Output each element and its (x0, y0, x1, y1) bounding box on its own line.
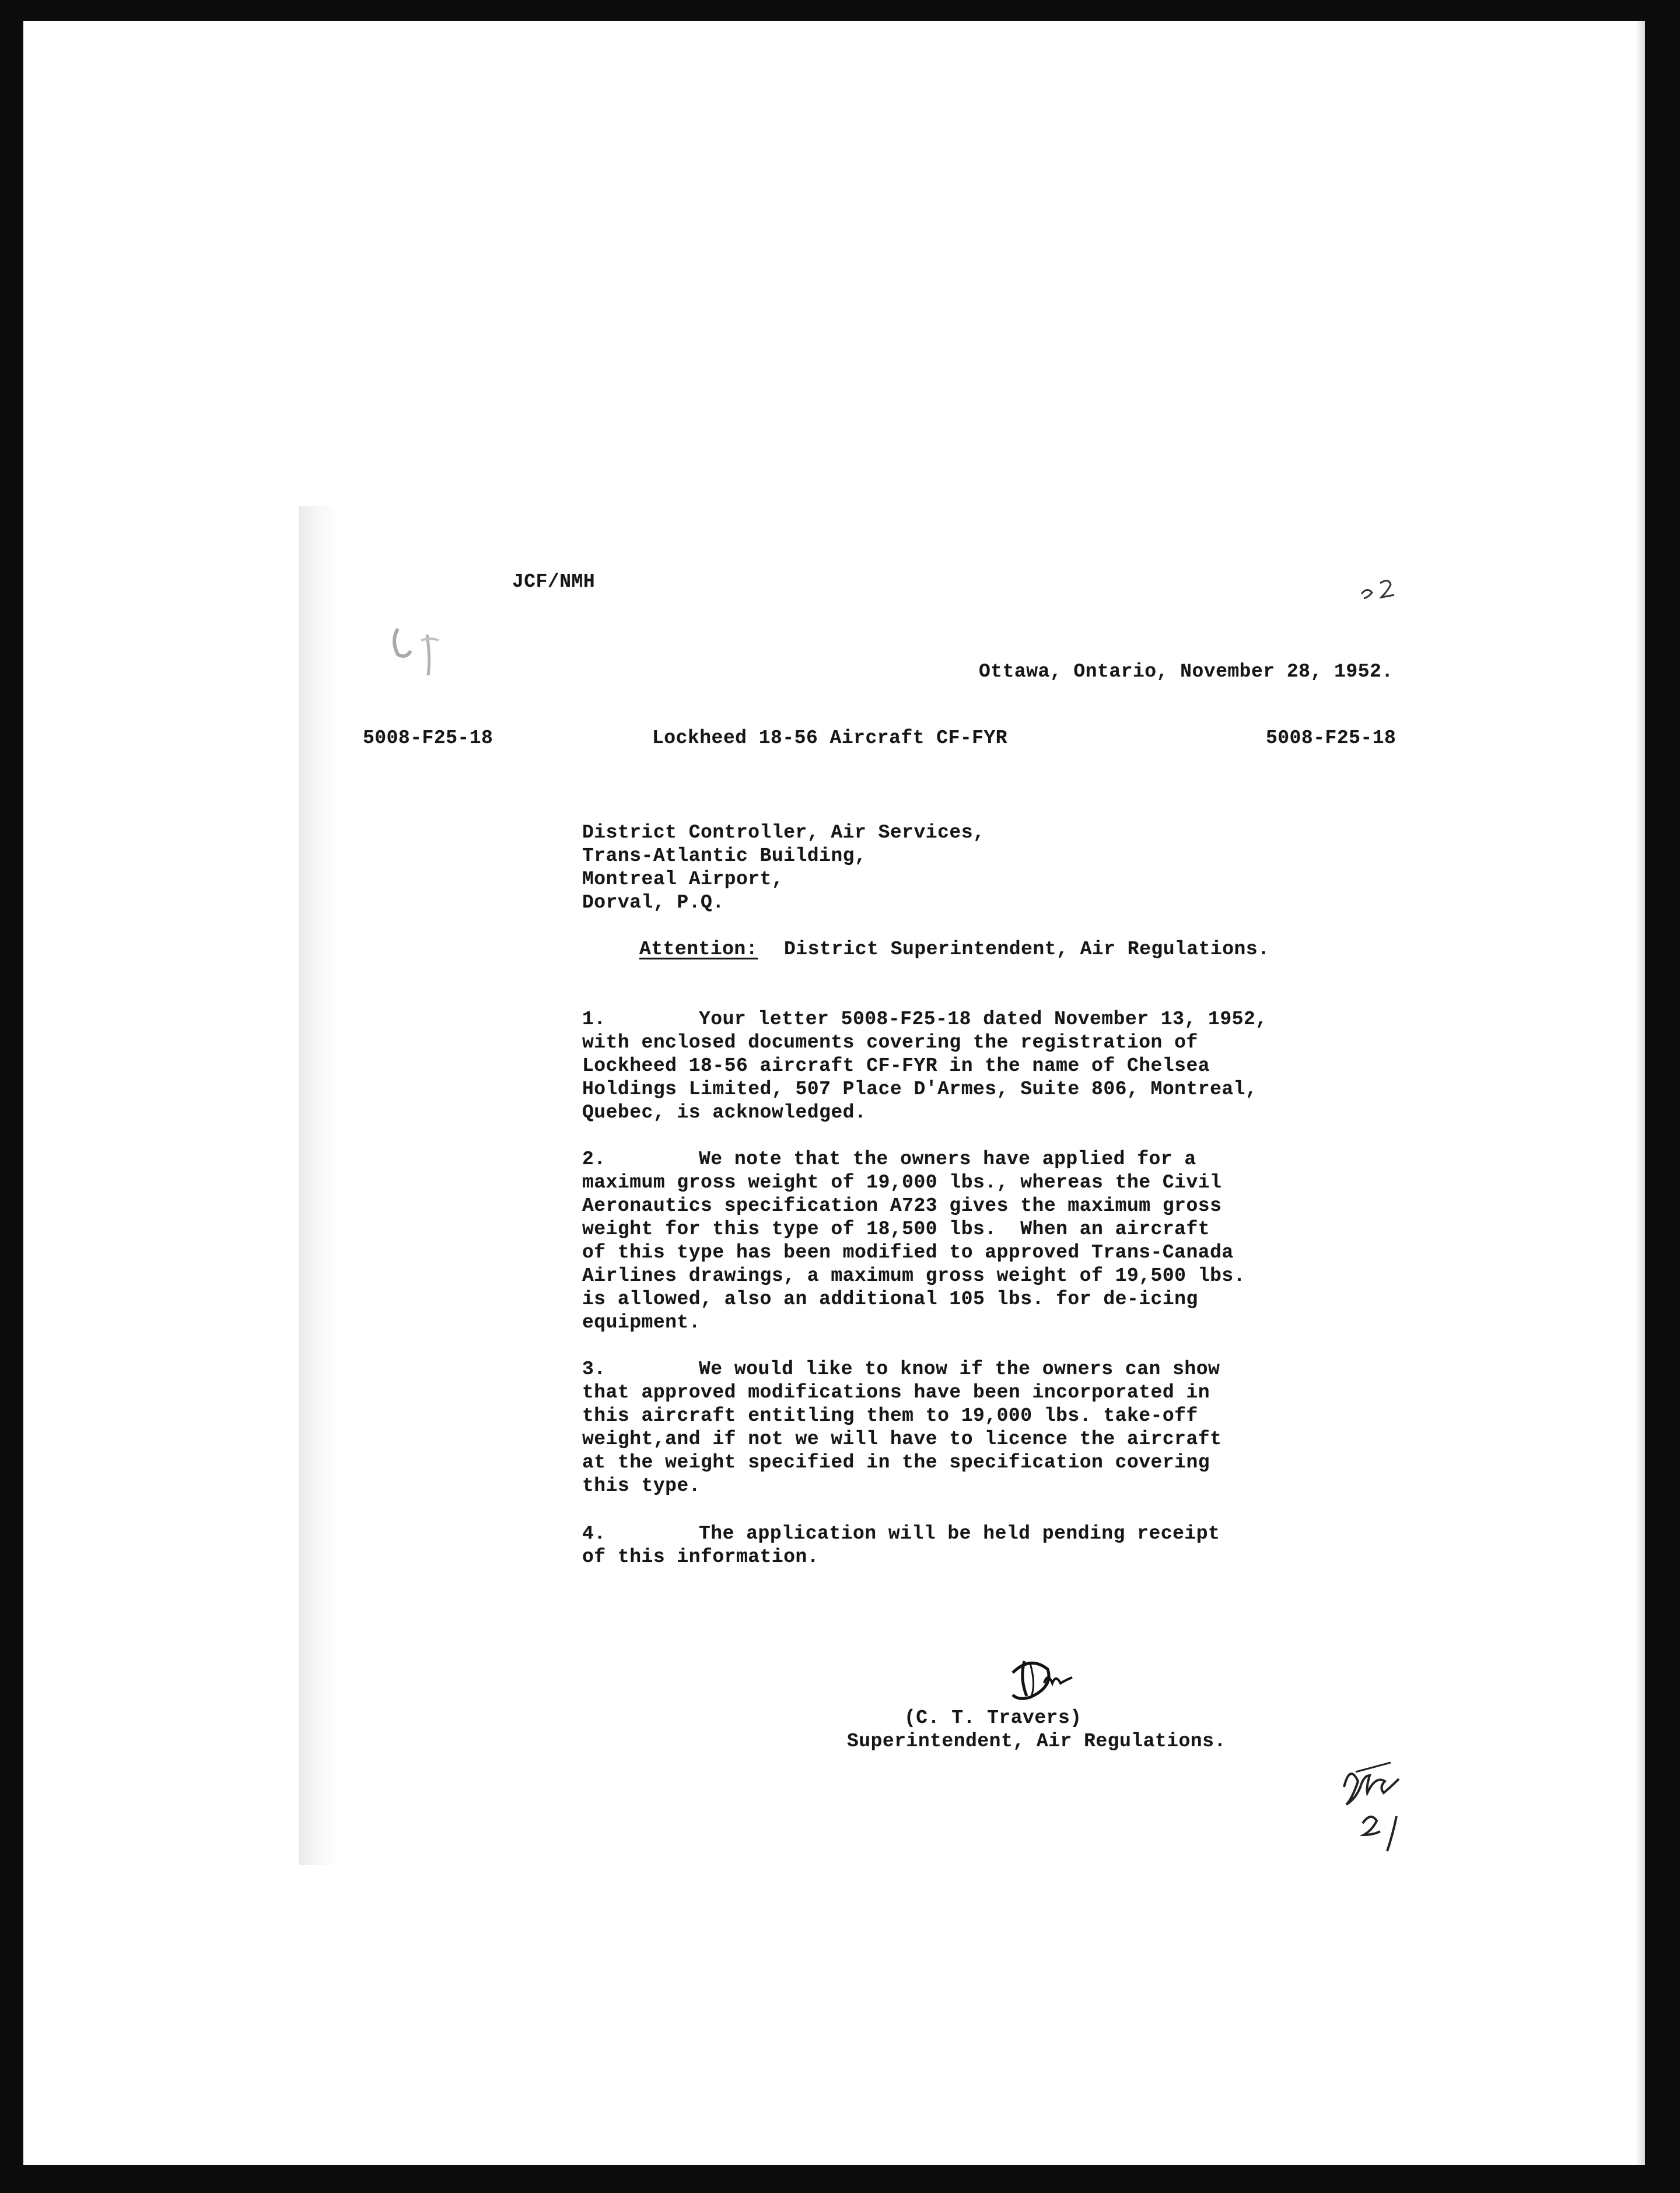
paragraph-text: The application will be held pending receipt (699, 1523, 1220, 1544)
paragraph-1 (582, 1008, 1340, 1124)
address-line-2: Trans-Atlantic Building, (582, 845, 867, 867)
paragraph-line (582, 1008, 1340, 1031)
initials: JCF/NMH (512, 571, 596, 593)
paragraph-line: with enclosed documents covering the registration of (582, 1032, 1198, 1053)
paragraph-line: of this information. (582, 1546, 820, 1568)
handwritten-annotation (1332, 1746, 1420, 1857)
paragraph-text: Your letter 5008-F25-18 dated November 13, 1952, (699, 1008, 1268, 1030)
paragraph-line: this aircraft entitling them to 19,000 lbs. take-off (582, 1405, 1198, 1427)
handwritten-page-number (1357, 575, 1409, 610)
paragraph-line (582, 1522, 1340, 1546)
paragraph-line: equipment. (582, 1312, 701, 1333)
paragraph-line: weight for this type of 18,500 lbs. When an aircraft (582, 1218, 1210, 1240)
paragraph-line: maximum gross weight of 19,000 lbs., whereas the Civil (582, 1172, 1222, 1193)
paragraph-line: Holdings Limited, 507 Place D'Armes, Suite 806, Montreal, (582, 1078, 1258, 1100)
attention-label: Attention: (639, 938, 758, 960)
file-reference-left: 5008-F25-18 (363, 727, 494, 749)
paragraph-line: weight,and if not we will have to licence the aircraft (582, 1428, 1222, 1450)
paragraph-number: 4. (582, 1523, 606, 1544)
date-line: Ottawa, Ontario, November 28, 1952. (979, 661, 1394, 682)
paragraph-line: of this type has been modified to approved Trans-Canada (582, 1242, 1234, 1263)
signatory-title: Superintendent, Air Regulations. (847, 1730, 1226, 1752)
signatory-name: (C. T. Travers) (904, 1707, 1082, 1729)
paragraph-4 (582, 1522, 1340, 1569)
paragraph-line: at the weight specified in the specification covering (582, 1452, 1210, 1473)
paragraph-number: 2. (582, 1148, 606, 1170)
paragraph-line: this type. (582, 1475, 701, 1497)
paragraph-line: that approved modifications have been incorporated in (582, 1382, 1210, 1403)
paragraph-line: Aeronautics specification A723 gives the maximum gross (582, 1195, 1222, 1217)
paragraph-line (582, 1358, 1340, 1381)
paragraph-number: 3. (582, 1358, 606, 1380)
paragraph-2 (582, 1148, 1340, 1334)
signature (1007, 1649, 1124, 1708)
paragraph-number: 1. (582, 1008, 606, 1030)
paragraph-line: Quebec, is acknowledged. (582, 1102, 867, 1123)
paragraph-text: We note that the owners have applied for a (699, 1148, 1196, 1170)
attention-text: District Superintendent, Air Regulations. (784, 938, 1270, 960)
paragraph-line (582, 1148, 1340, 1171)
address-line-4: Dorval, P.Q. (582, 892, 724, 913)
subject-line: Lockheed 18-56 Aircraft CF-FYR (652, 727, 1008, 749)
paragraph-3 (582, 1358, 1340, 1498)
address-line-1: District Controller, Air Services, (582, 822, 985, 843)
file-reference-right: 5008-F25-18 (1266, 727, 1396, 749)
address-line-3: Montreal Airport, (582, 868, 784, 890)
letter-document (299, 506, 1430, 1865)
faded-marginal-mark (386, 617, 450, 699)
paragraph-text: We would like to know if the owners can show (699, 1358, 1220, 1380)
paragraph-line: Airlines drawings, a maximum gross weight of 19,500 lbs. (582, 1265, 1245, 1287)
paragraph-line: is allowed, also an additional 105 lbs. for de-icing (582, 1288, 1198, 1310)
paragraph-line: Lockheed 18-56 aircraft CF-FYR in the name of Chelsea (582, 1055, 1210, 1077)
